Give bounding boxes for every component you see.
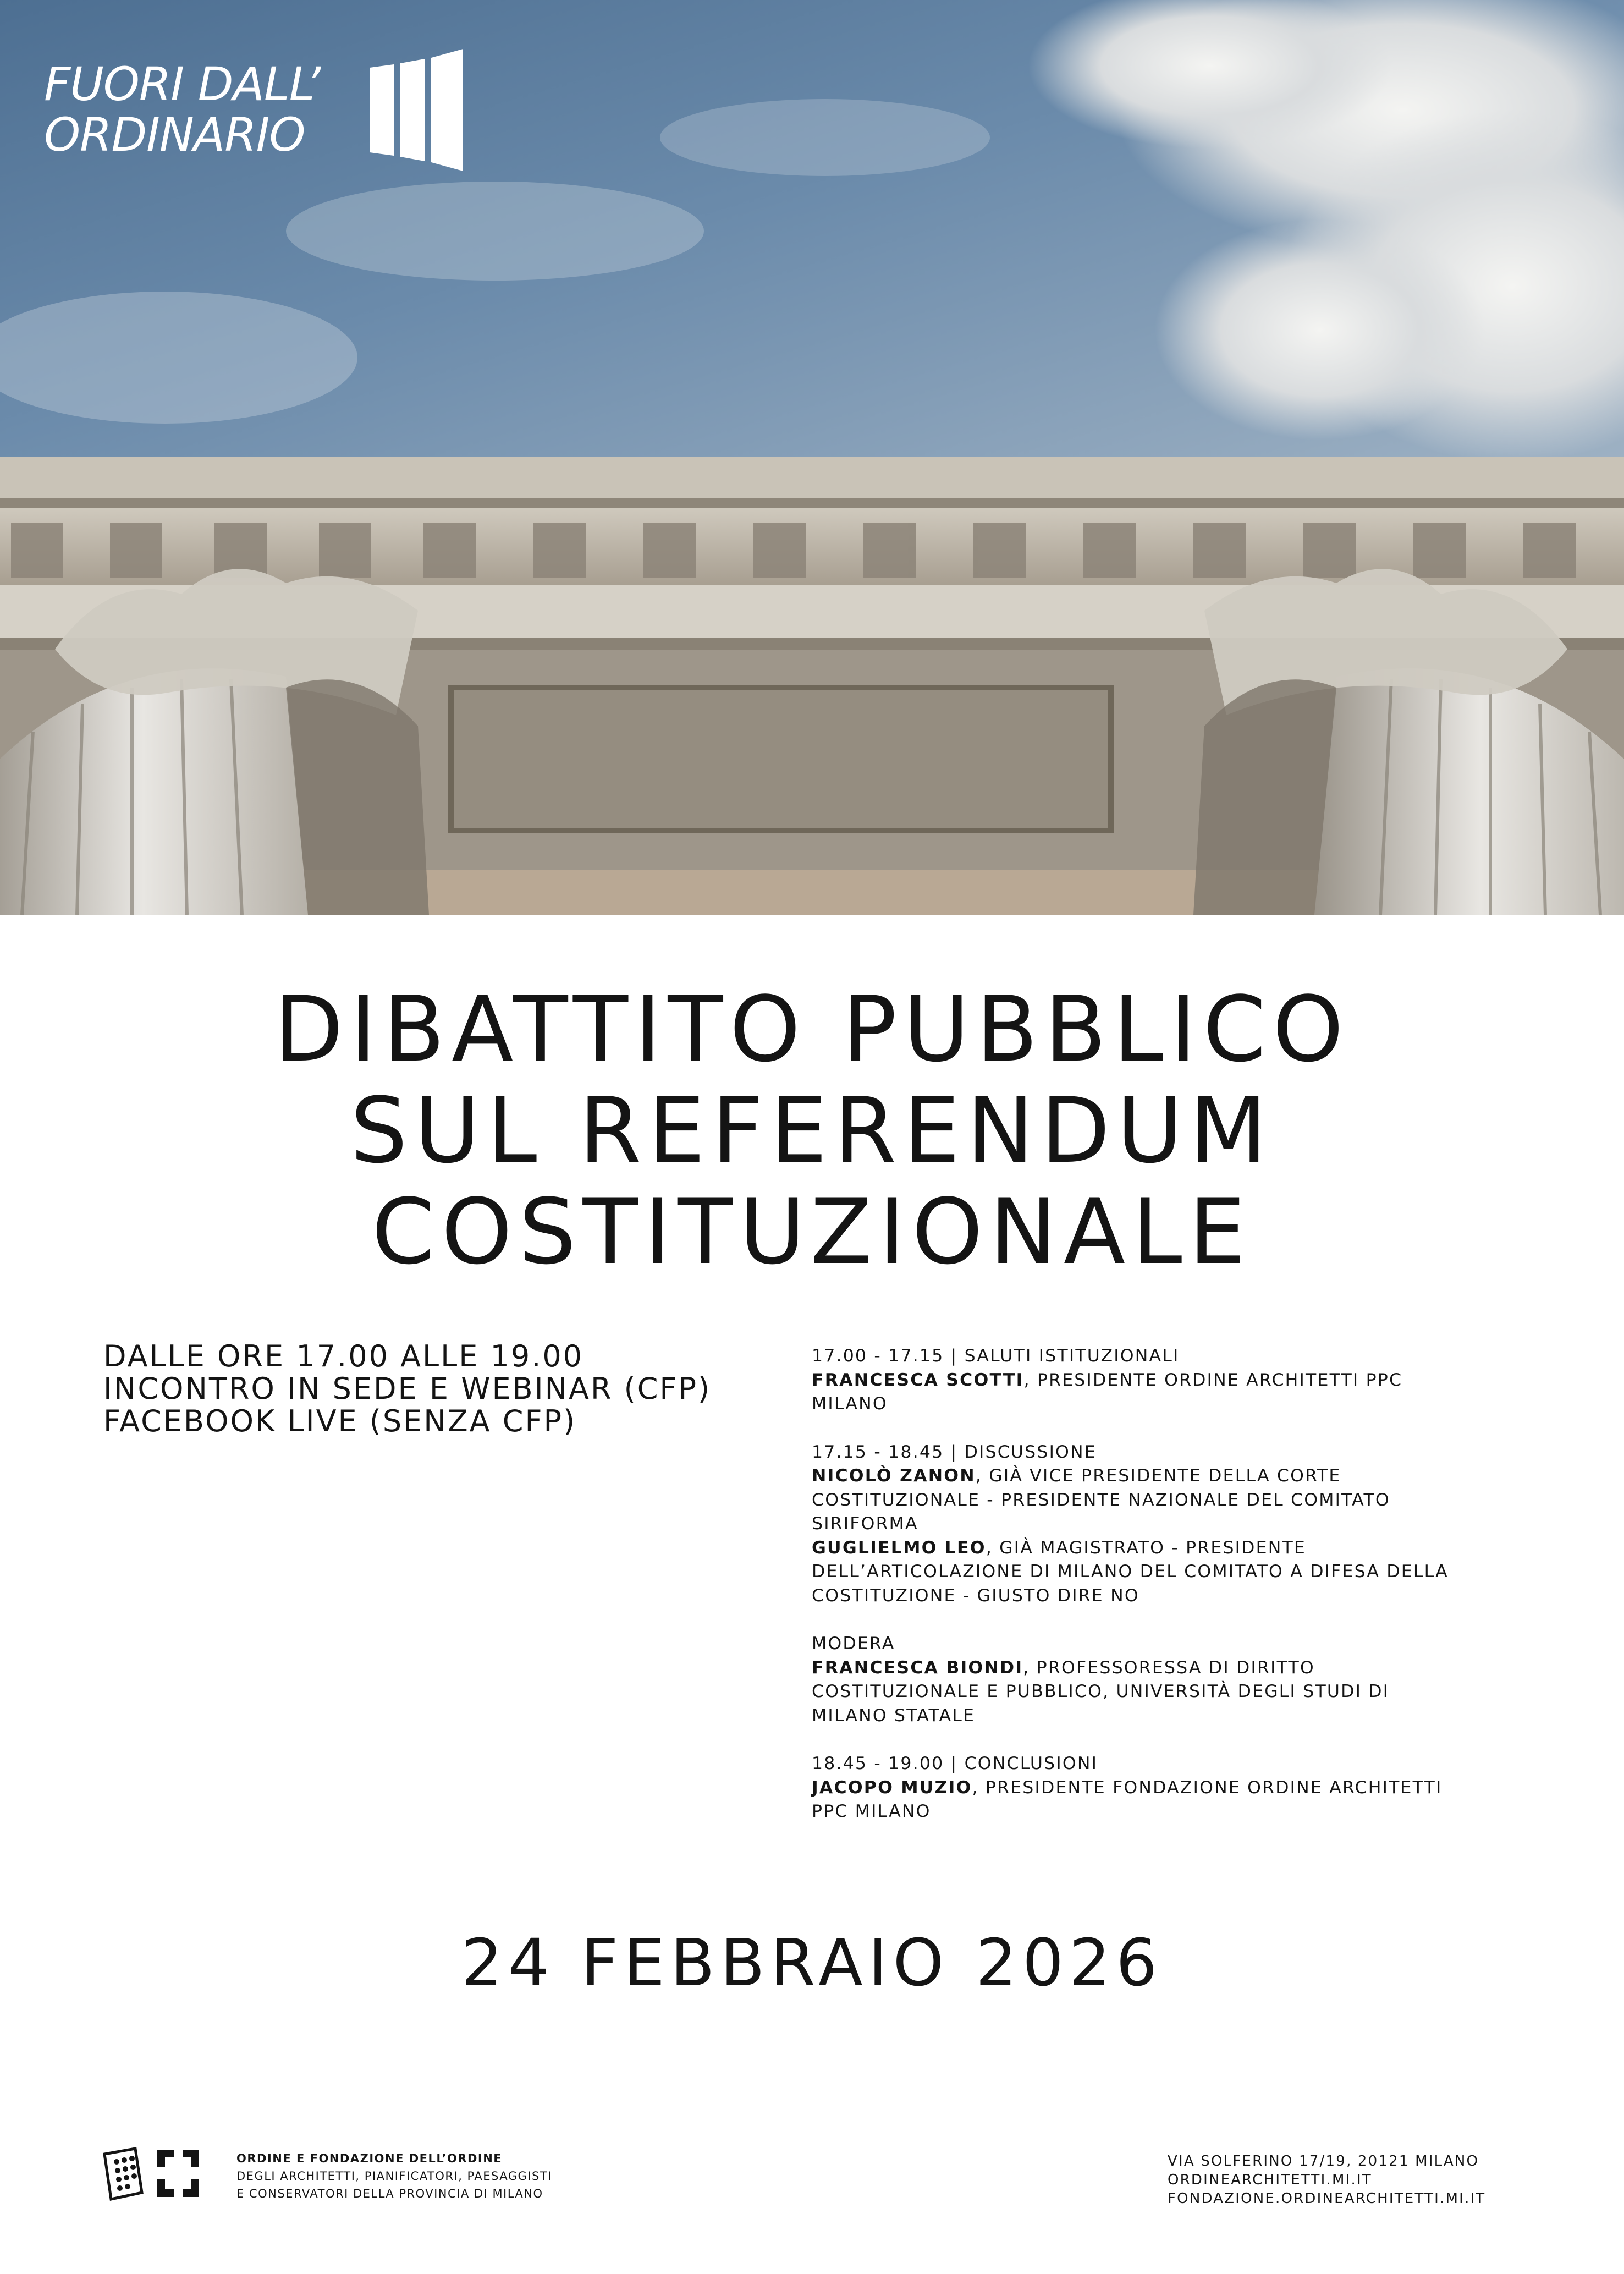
speaker-role-cont: SIRIFORMA	[812, 1514, 918, 1534]
brand-logo	[44, 47, 484, 179]
speaker-role-cont: MILANO	[812, 1394, 888, 1414]
speaker-name: JACOPO MUZIO	[812, 1777, 972, 1798]
event-info	[103, 1340, 711, 1437]
speaker-role: , PRESIDENTE FONDAZIONE ORDINE ARCHITETTI	[972, 1777, 1443, 1798]
speaker-role-cont: COSTITUZIONE - GIUSTO DIRE NO	[812, 1585, 1139, 1606]
program-block-conclusions	[812, 1752, 1527, 1824]
program-block-discussion	[812, 1441, 1527, 1608]
info-format: INCONTRO IN SEDE E WEBINAR (CFP)	[103, 1371, 712, 1406]
org-name: ORDINE E FONDAZIONE DELL’ORDINE	[236, 2152, 503, 2165]
fondazione-logo-icon	[157, 2150, 199, 2197]
logo-line-2: ORDINARIO	[44, 108, 305, 162]
speaker-line	[812, 1464, 1527, 1488]
speaker-name: NICOLÒ ZANON	[812, 1466, 976, 1486]
footer-logos	[102, 2146, 207, 2201]
ordine-logo-icon	[104, 2149, 142, 2199]
speaker-name: FRANCESCA SCOTTI	[812, 1370, 1024, 1390]
speaker-role: , PROFESSORESSA DI DIRITTO	[1023, 1657, 1315, 1678]
speaker-role: , GIÀ MAGISTRATO - PRESIDENTE	[986, 1537, 1307, 1558]
event-date: 24 FEBBRAIO 2026	[461, 1925, 1163, 2001]
speaker-role-cont: COSTITUZIONALE - PRESIDENTE NAZIONALE DEL COMITATO	[812, 1490, 1390, 1510]
speaker-line	[812, 1776, 1527, 1800]
org-desc-2: E CONSERVATORI DELLA PROVINCIA DI MILANO	[236, 2187, 543, 2200]
logo-wordmark	[44, 59, 320, 160]
speaker-name: GUGLIELMO LEO	[812, 1537, 986, 1558]
footer-organization	[236, 2150, 552, 2202]
moderator-label: MODERA	[812, 1634, 895, 1654]
speaker-role-cont: DELL’ARTICOLAZIONE DI MILANO DEL COMITATO A DIFESA DELLA	[812, 1562, 1449, 1581]
program-time: 18.45 - 19.00 | CONCLUSIONI	[812, 1754, 1098, 1773]
logo-line-1: FUORI DALL’	[44, 57, 321, 111]
program-block-moderator	[812, 1632, 1527, 1728]
title-line-3: COSTITUZIONALE	[371, 1179, 1253, 1284]
org-desc-1: DEGLI ARCHITETTI, PIANIFICATORI, PAESAGGISTI	[236, 2169, 552, 2183]
address: VIA SOLFERINO 17/19, 20121 MILANO	[1168, 2153, 1479, 2169]
speaker-role-cont: MILANO STATALE	[812, 1705, 976, 1726]
speaker-role: , PRESIDENTE ORDINE ARCHITETTI PPC	[1023, 1370, 1403, 1390]
program-time: 17.00 - 17.15 | SALUTI ISTITUZIONALI	[812, 1346, 1180, 1366]
speaker-role-cont: PPC MILANO	[812, 1801, 931, 1821]
website-link-fondazione[interactable]: FONDAZIONE.ORDINEARCHITETTI.MI.IT	[1168, 2190, 1486, 2207]
program	[812, 1344, 1527, 1848]
info-time: DALLE ORE 17.00 ALLE 19.00	[103, 1339, 584, 1374]
program-block-greetings	[812, 1344, 1527, 1416]
title-line-1: DIBATTITO PUBBLICO	[273, 977, 1351, 1082]
info-facebook: FACEBOOK LIVE (SENZA CFP)	[103, 1404, 577, 1438]
program-time: 17.15 - 18.45 | DISCUSSIONE	[812, 1442, 1097, 1462]
speaker-name: FRANCESCA BIONDI	[812, 1657, 1023, 1678]
speaker-line	[812, 1536, 1527, 1561]
speaker-role-cont: COSTITUZIONALE E PUBBLICO, UNIVERSITÀ DEGLI STUDI DI	[812, 1682, 1390, 1701]
speaker-line	[812, 1656, 1527, 1680]
footer-contact	[1168, 2152, 1485, 2208]
event-title	[0, 979, 1624, 1283]
speaker-line	[812, 1369, 1527, 1393]
logo-columns-icon	[370, 47, 480, 173]
website-link-ordine[interactable]: ORDINEARCHITETTI.MI.IT	[1168, 2172, 1372, 2188]
speaker-role: , GIÀ VICE PRESIDENTE DELLA CORTE	[975, 1466, 1341, 1486]
title-line-2: SUL REFERENDUM	[350, 1078, 1274, 1183]
